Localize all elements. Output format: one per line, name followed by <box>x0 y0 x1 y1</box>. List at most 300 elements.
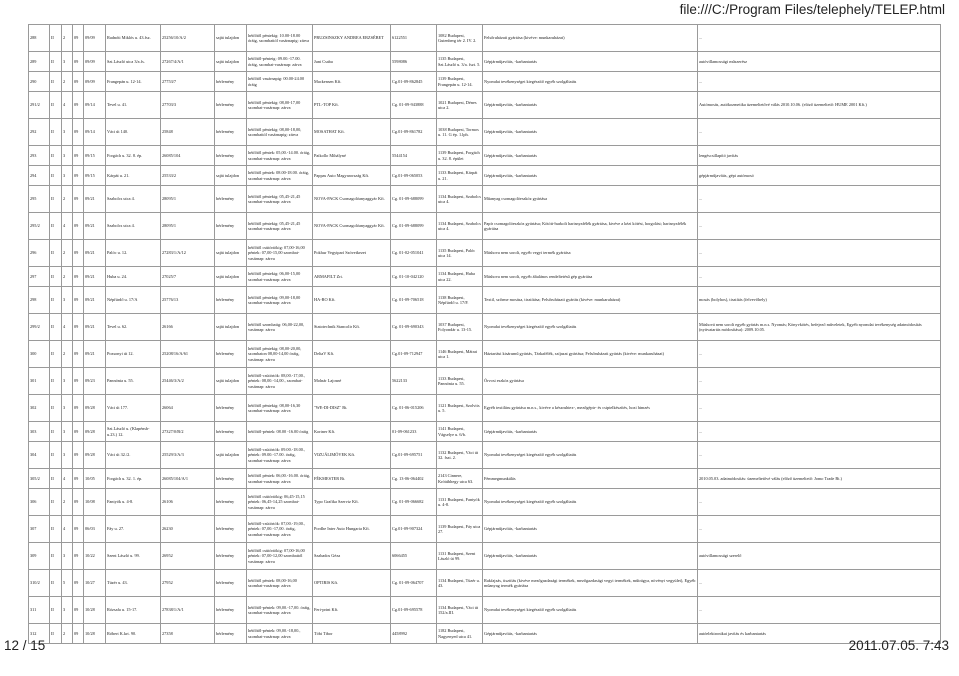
cell-operator-address: 1121 Budapest, Szolvits u. 5. <box>437 395 483 422</box>
cell-operator-address: 1134 Budapest, Szabolcs utca 4. <box>437 213 483 240</box>
cell-address: Forgách u. 32. 1. ép. <box>106 469 161 489</box>
cell-ownership: bérlemény <box>215 146 247 166</box>
cell-lot-number: 27025/7 <box>161 267 215 287</box>
cell-operator-address: 1134 Budapest, Váci út 152/a.III. <box>437 597 483 624</box>
cell-operator-name: Paikollo Mihályné <box>313 146 391 166</box>
cell-address: Szent László u. 99. <box>106 543 161 570</box>
cell-year: 09 <box>73 489 84 516</box>
cell-row-number: 305/2 <box>29 469 50 489</box>
cell-district-code: II <box>50 92 62 119</box>
cell-registration-number: Cg.01-09-695751 <box>391 442 437 469</box>
cell-registration-number: Cg.01-09-712947 <box>391 341 437 368</box>
cell-district-code: II <box>50 489 62 516</box>
cell-note: ... <box>698 25 941 52</box>
cell-opening-hours: hétfőtől-csütörtök: 08,00.-17,00., péntek: 08,00.-14,00., szombat-vasárnap: zárva <box>247 368 313 395</box>
table-row <box>29 395 941 422</box>
cell-activity: Gépjárműjavítás, -karbantartás <box>483 166 698 186</box>
cell-operator-name: MOSATHAT Kft. <box>313 119 391 146</box>
cell-address: Váci út 32./2. <box>106 442 161 469</box>
cell-note: ... <box>698 72 941 92</box>
cell-zone-code: 3 <box>62 597 73 624</box>
cell-lot-number: 26085/104 <box>161 146 215 166</box>
cell-note: ... <box>698 489 941 516</box>
cell-opening-hours: hétfőtől-péntek: 08.00 -16.00 óráig <box>247 422 313 442</box>
cell-year: 09 <box>73 570 84 597</box>
cell-activity: Máshova nem sorolt, egyéb vegyi termék gyártása <box>483 240 698 267</box>
cell-date: 09/15 <box>84 146 106 166</box>
cell-ownership: bérlemény <box>215 624 247 644</box>
cell-operator-address: 1139 Budapest, Frangepán u. 12-14. <box>437 72 483 92</box>
cell-operator-address: 1133 Budapest, Pannónia u. 55. <box>437 368 483 395</box>
cell-operator-name: NOVA-PACK Csomagolóanyaggyár Kft. <box>313 186 391 213</box>
cell-activity: Háztartási kisárumű gyártás, Tárkafélék, szíjazat gyártása; Felsőruházati gyártás (kivéve: munkaruházat) <box>483 341 698 368</box>
cell-activity: Nyomdai tevékenységet kiegészítő egyéb szolgáltatás <box>483 597 698 624</box>
cell-note: gépjárműjavítás, gépi autómosó <box>698 166 941 186</box>
cell-note: ... <box>698 267 941 287</box>
cell-row-number: 304 <box>29 442 50 469</box>
cell-zone-code: 4 <box>62 92 73 119</box>
cell-district-code: II <box>50 146 62 166</box>
cell-note: Máshová nem sorolt egyéb gyártás m.n.s. Nyomás; Könyvkötés, befejező műveletek, Egyéb nyomdai tevékenység adatmódosítás (nyitvatartás módosítása): 2009.10.05. <box>698 314 941 341</box>
cell-registration-number: Cg.01-09-695578 <box>391 597 437 624</box>
cell-district-code: II <box>50 287 62 314</box>
cell-date: 09/21 <box>84 314 106 341</box>
cell-date: 09/21 <box>84 267 106 287</box>
cell-lot-number: 27267/4/A/1 <box>161 52 215 72</box>
cell-zone-code: 4 <box>62 516 73 543</box>
cell-date: 10/28 <box>84 624 106 644</box>
cell-zone-code: 3 <box>62 543 73 570</box>
cell-note: autóvillamossági műszerész <box>698 52 941 72</box>
cell-note: ... <box>698 597 941 624</box>
cell-address: Frangepán u. 12-14. <box>106 72 161 92</box>
cell-note: lengéscsillapító javítás <box>698 146 941 166</box>
cell-year: 09 <box>73 516 84 543</box>
cell-operator-address: 1135 Budapest, Szt.László u. 3/a. fszt. 5. <box>437 52 483 72</box>
table-row <box>29 314 941 341</box>
cell-activity: Gépjárműjavítás, -karbantartás <box>483 146 698 166</box>
cell-registration-number: Cg. 01-02-051041 <box>391 240 437 267</box>
cell-ownership: bérlemény <box>215 597 247 624</box>
cell-ownership: bérlemény <box>215 213 247 240</box>
cell-date: 09/09 <box>84 52 106 72</box>
cell-operator-name: Feri-print Kft. <box>313 597 391 624</box>
cell-opening-hours: hétfőtől péntek: 08,00-16,00 szombat-vasárnap: zárva <box>247 570 313 597</box>
cell-opening-hours: hétfőtől péntekig: 08,00-20,00, szombaton 08,00-14,00 óráig, vasárnap: zárva <box>247 341 313 368</box>
cell-operator-name: Mackensen Kft. <box>313 72 391 92</box>
table-row <box>29 624 941 644</box>
cell-operator-name: Tóbi Tibor <box>313 624 391 644</box>
cell-activity: Nyomdai tevékenységet kiegészítő egyéb szolgáltatás <box>483 314 698 341</box>
table-row <box>29 422 941 442</box>
cell-ownership: bérlemény <box>215 543 247 570</box>
cell-row-number: 300 <box>29 341 50 368</box>
cell-operator-name: Statotechnik Stancolir Kft. <box>313 314 391 341</box>
cell-lot-number: 26064 <box>161 395 215 422</box>
cell-zone-code: 3 <box>62 166 73 186</box>
cell-year: 09 <box>73 368 84 395</box>
cell-row-number: 295 <box>29 186 50 213</box>
cell-note: ... <box>698 119 941 146</box>
cell-lot-number: 25208/16/A/61 <box>161 341 215 368</box>
table-row <box>29 119 941 146</box>
cell-row-number: 298 <box>29 287 50 314</box>
cell-operator-address: 1139 Budapest, Forgách u. 32. 8. épület <box>437 146 483 166</box>
cell-ownership: bérlemény <box>215 516 247 543</box>
cell-operator-name: NOVA-PACK Csomagolóanyaggyár Kft. <box>313 213 391 240</box>
cell-operator-address: 2143 Cinnere, Krótúbhegy utca 63. <box>437 469 483 489</box>
cell-zone-code: 2 <box>62 489 73 516</box>
cell-date: 09/23 <box>84 368 106 395</box>
page-number: 12 / 15 <box>4 638 46 653</box>
table-row <box>29 92 941 119</box>
cell-address: Fantyók u. 4-8. <box>106 489 161 516</box>
cell-address: Szt.László utca 3/a.fs. <box>106 52 161 72</box>
cell-district-code: II <box>50 267 62 287</box>
cell-opening-hours: hétfőtől péntekig: 09,00-18,00 szombat-vasárnap: zárva <box>247 287 313 314</box>
cell-operator-name: Pokhur Vegyiparí Szövetkezet <box>313 240 391 267</box>
cell-zone-code: 2 <box>62 186 73 213</box>
cell-registration-number: Cg. 01-09-943888 <box>391 92 437 119</box>
cell-ownership: bérlemény <box>215 489 247 516</box>
cell-address: Tevel u. 41. <box>106 92 161 119</box>
cell-ownership: saját tulajdon <box>215 52 247 72</box>
cell-registration-number: Cg. 01-09-706518 <box>391 287 437 314</box>
cell-zone-code: 2 <box>62 341 73 368</box>
cell-date: 09/09 <box>84 72 106 92</box>
cell-date: 09/28 <box>84 442 106 469</box>
cell-note: ... <box>698 516 941 543</box>
cell-registration-number: 6066455 <box>391 543 437 570</box>
cell-lot-number: 25533/2 <box>161 166 215 186</box>
cell-zone-code: 3 <box>62 52 73 72</box>
cell-zone-code: 3 <box>62 442 73 469</box>
cell-operator-name: "WE-DI-DISZ" Bt. <box>313 395 391 422</box>
cell-date: 09/21 <box>84 287 106 314</box>
cell-year: 09 <box>73 341 84 368</box>
cell-registration-number: 01-09-061233 <box>391 422 437 442</box>
table-row <box>29 341 941 368</box>
cell-year: 09 <box>73 267 84 287</box>
cell-address: Népfürdő u. 17/A <box>106 287 161 314</box>
cell-address: Rózsafa u. 15-17. <box>106 597 161 624</box>
cell-activity: Fémmegmunkálás <box>483 469 698 489</box>
cell-year: 09 <box>73 92 84 119</box>
cell-opening-hours: hétfőtől péntekig: 08,00-16,30 szombat-vasárnap: zárva <box>247 395 313 422</box>
cell-zone-code: 2 <box>62 267 73 287</box>
cell-zone-code: 4 <box>62 213 73 240</box>
cell-registration-number: 5622133 <box>391 368 437 395</box>
cell-row-number: 310/2 <box>29 570 50 597</box>
cell-lot-number: 28095/1 <box>161 213 215 240</box>
cell-ownership: bérlemény <box>215 119 247 146</box>
cell-activity: Órvosi eszköz gyártása <box>483 368 698 395</box>
cell-date: 09/21 <box>84 213 106 240</box>
cell-operator-address: 1134 Budapest, Szabolcs utca 4. <box>437 186 483 213</box>
cell-row-number: 292 <box>29 119 50 146</box>
cell-operator-name: DeltaV Kft. <box>313 341 391 368</box>
table-row <box>29 72 941 92</box>
cell-opening-hours: hétfőtől csütörtökig: 07,00-16,00 péntek: 07,00-15,00 szombat-vasárnap: zárva <box>247 240 313 267</box>
cell-lot-number: 26952 <box>161 543 215 570</box>
cell-note: Autómosás, autókozmetika üzemeltetővé válás 2010.10.06. (elöző üzemeltető: HUME 2001 Kft.) <box>698 92 941 119</box>
cell-operator-address: 1134 Budapest, Huba utca 22. <box>437 267 483 287</box>
cell-zone-code: 3 <box>62 395 73 422</box>
cell-year: 09 <box>73 543 84 570</box>
cell-note: ... <box>698 240 941 267</box>
table-row <box>29 516 941 543</box>
cell-activity: Felsőruházati gyártása (kivéve: munkaruházat) <box>483 25 698 52</box>
cell-year: 09 <box>73 166 84 186</box>
cell-ownership: saját tulajdon <box>215 314 247 341</box>
cell-operator-name: PTL-TOP Kft. <box>313 92 391 119</box>
cell-year: 09 <box>73 395 84 422</box>
cell-activity: Gépjárműjavítás, -karbantartás <box>483 624 698 644</box>
cell-opening-hours: hétfőtől péntekig: 06,00-15,00 szombat-vasárnap: zárva <box>247 267 313 287</box>
cell-zone-code: 3 <box>62 287 73 314</box>
cell-year: 09 <box>73 597 84 624</box>
cell-year: 09 <box>73 72 84 92</box>
cell-date: 10/05 <box>84 469 106 489</box>
cell-year: 09 <box>73 314 84 341</box>
cell-row-number: 312 <box>29 624 50 644</box>
cell-registration-number: Cg.01-09-907324 <box>391 516 437 543</box>
cell-date: 06/03 <box>84 516 106 543</box>
cell-address: Pozsonyi út 12. <box>106 341 161 368</box>
cell-district-code: II <box>50 422 62 442</box>
cell-registration-number: Cg. 01-09-066682 <box>391 489 437 516</box>
cell-row-number: 288 <box>29 25 50 52</box>
cell-date: 10/27 <box>84 570 106 597</box>
cell-registration-number: Cg. 01-09-688099 <box>391 213 437 240</box>
table-row <box>29 52 941 72</box>
cell-lot-number: 27952 <box>161 570 215 597</box>
cell-lot-number: 27703/3 <box>161 92 215 119</box>
cell-operator-name: Pappas Auto Magyarország Kft. <box>313 166 391 186</box>
cell-ownership: bérlemény <box>215 186 247 213</box>
cell-activity: Gépjárműjavítás, -karbantartás <box>483 516 698 543</box>
cell-registration-number: Cg.01-09-861782 <box>391 119 437 146</box>
cell-district-code: II <box>50 213 62 240</box>
cell-lot-number: 25776/13 <box>161 287 215 314</box>
cell-opening-hours: hétfőtől péntekig: 08,00-18,00, szombattól vasárnapig: zárva <box>247 119 313 146</box>
cell-zone-code: 2 <box>62 72 73 92</box>
table-row <box>29 469 941 489</box>
cell-note: ... <box>698 570 941 597</box>
cell-operator-address: 1182 Budapest, Nagyenyed utca 41. <box>437 624 483 644</box>
cell-district-code: II <box>50 597 62 624</box>
table-row <box>29 442 941 469</box>
cell-operator-address: 1082 Budapest, Gutenberg tér 2. IV. 2. <box>437 25 483 52</box>
cell-operator-name: FÉKMESTER Bt. <box>313 469 391 489</box>
cell-lot-number: 25256/10/A/2 <box>161 25 215 52</box>
cell-opening-hours: hétfőtől péntekig: 10.00-18.00 óráig, szombattól vasárnapig: zárva <box>247 25 313 52</box>
cell-district-code: II <box>50 570 62 597</box>
cell-lot-number: 26230 <box>161 516 215 543</box>
cell-district-code: II <box>50 52 62 72</box>
cell-opening-hours: hétfőtől péntek: 06,00.-16.00. óráig, szombat-vasárnap: zárva <box>247 469 313 489</box>
cell-activity: Textil, szőrme mosása, tisztítása; Felsőruházati gyártás (kivéve: munkaruházat) <box>483 287 698 314</box>
cell-ownership: bérlemény <box>215 287 247 314</box>
cell-lot-number: 26085/104/A/1 <box>161 469 215 489</box>
cell-district-code: II <box>50 516 62 543</box>
cell-date: 09/21 <box>84 341 106 368</box>
cell-lot-number: 25848 <box>161 119 215 146</box>
cell-note: autóelektronikai javítás és karbantartás <box>698 624 941 644</box>
cell-operator-name: Typo Grafika Szerviz Kft. <box>313 489 391 516</box>
cell-row-number: 307 <box>29 516 50 543</box>
cell-district-code: II <box>50 119 62 146</box>
cell-lot-number: 25446/3/A/2 <box>161 368 215 395</box>
cell-district-code: II <box>50 240 62 267</box>
cell-activity: Gépjárműjavítás, -karbantartás <box>483 52 698 72</box>
cell-note: ... <box>698 442 941 469</box>
cell-activity: Gépjárműjavítás, -karbantartás <box>483 543 698 570</box>
cell-lot-number: 27358 <box>161 624 215 644</box>
cell-row-number: 301 <box>29 368 50 395</box>
cell-district-code: II <box>50 72 62 92</box>
cell-year: 09 <box>73 624 84 644</box>
cell-operator-name: OPTIRIS Kft. <box>313 570 391 597</box>
cell-registration-number: Cg. 01-09-064707 <box>391 570 437 597</box>
cell-operator-address: 1038 Budapest, Tormos u. 11. G ép. 1.lph. <box>437 119 483 146</box>
cell-zone-code: 3 <box>62 368 73 395</box>
cell-ownership: saját tulajdon <box>215 25 247 52</box>
cell-note: ... <box>698 422 941 442</box>
table-row <box>29 186 941 213</box>
cell-activity: Gépjárműjavítás, -karbantartás <box>483 92 698 119</box>
cell-address: Szabolcs utca 4. <box>106 186 161 213</box>
cell-district-code: II <box>50 469 62 489</box>
cell-year: 09 <box>73 25 84 52</box>
cell-opening-hours: hétfőtől-csütörtök: 07,00.-19,00., péntek: 07,00.-17,00. óráig, szombat-vasárnap: zárva <box>247 516 313 543</box>
cell-opening-hours: hétfőtől-pénteig: 09.00.-17.00. óráig, szombat-vasárnap: zárva <box>247 52 313 72</box>
cell-address: Szt.László u. (Klapénsb-u.23.) 12. <box>106 422 161 442</box>
cell-ownership: bérlemény <box>215 92 247 119</box>
cell-date: 09/28 <box>84 395 106 422</box>
cell-zone-code: 3 <box>62 146 73 166</box>
cell-ownership: bérlemény <box>215 570 247 597</box>
cell-registration-number: 5598086 <box>391 52 437 72</box>
cell-activity: Nyomdai tevékenységet kiegészítő egyéb szolgáltatás <box>483 489 698 516</box>
table-row <box>29 489 941 516</box>
cell-registration-number: Cg. 01-09-690343 <box>391 314 437 341</box>
cell-activity: Gépjárműjavítás, -karbantartás <box>483 119 698 146</box>
cell-year: 09 <box>73 186 84 213</box>
cell-registration-number: 6122551 <box>391 25 437 52</box>
cell-operator-address: 1037 Budapest, Folyondár u. 13-15. <box>437 314 483 341</box>
cell-date: 09/21 <box>84 186 106 213</box>
cell-row-number: 295/2 <box>29 213 50 240</box>
cell-note: ... <box>698 368 941 395</box>
cell-year: 09 <box>73 52 84 72</box>
cell-address: Huba u. 24. <box>106 267 161 287</box>
cell-district-code: II <box>50 624 62 644</box>
cell-address: Váci út 177. <box>106 395 161 422</box>
cell-zone-code: 2 <box>62 240 73 267</box>
cell-row-number: 296 <box>29 240 50 267</box>
cell-zone-code: 4 <box>62 469 73 489</box>
cell-lot-number: 27327/0/B/2 <box>161 422 215 442</box>
cell-note: 2010.05.03. adatmódosítás: üzemeltetővé válás (előző üzemeltető: Jomo Trade Bt.) <box>698 469 941 489</box>
cell-ownership: saját tulajdon <box>215 442 247 469</box>
business-registry-table <box>28 24 940 644</box>
cell-note: autóvillamossági szerelő <box>698 543 941 570</box>
cell-district-code: II <box>50 341 62 368</box>
cell-row-number: 291/2 <box>29 92 50 119</box>
table-row <box>29 240 941 267</box>
cell-year: 09 <box>73 422 84 442</box>
cell-operator-name: Szabados Géza <box>313 543 391 570</box>
cell-date: 10/08 <box>84 489 106 516</box>
cell-opening-hours: hétfőtől péntekig: 05,45-21,45 szombat-vasárnap: zárva <box>247 186 313 213</box>
cell-operator-name: Molnár Lajosné <box>313 368 391 395</box>
cell-ownership: bérlemény <box>215 395 247 422</box>
cell-address: Radnóti Miklós u. 43.fsz. <box>106 25 161 52</box>
cell-district-code: II <box>50 543 62 570</box>
cell-lot-number: 27753/7 <box>161 72 215 92</box>
cell-address: Váci út 140. <box>106 119 161 146</box>
cell-row-number: 311 <box>29 597 50 624</box>
cell-address: Pannónia u. 55. <box>106 368 161 395</box>
cell-date: 10/22 <box>84 543 106 570</box>
cell-row-number: 294 <box>29 166 50 186</box>
cell-operator-name: PRUZSINSZKY ANDREA ERZSÉBET <box>313 25 391 52</box>
cell-registration-number: Cg. 01-06-015206 <box>391 395 437 422</box>
cell-operator-name: VIZUÁLIMÓVEK Kft. <box>313 442 391 469</box>
cell-opening-hours: hétfőtől-péntek: 09,00.-18,00., szombat-vasárnap: zárva <box>247 624 313 644</box>
table-row <box>29 166 941 186</box>
cell-row-number: 299/2 <box>29 314 50 341</box>
cell-opening-hours: hétfőtől szombatig: 06,00-22,00, vasárnap: zárva <box>247 314 313 341</box>
cell-opening-hours: hétfőtől-csütörtök: 09.00.-18.00., péntek: 09.00.-17.00. óráig, szombat-vasárnap: zárva <box>247 442 313 469</box>
cell-date: 09/14 <box>84 92 106 119</box>
cell-ownership: saját tulajdon <box>215 267 247 287</box>
cell-year: 09 <box>73 240 84 267</box>
cell-operator-name: ARMAFILT Zrt. <box>313 267 391 287</box>
cell-opening-hours: hétfőtől vasárnapig: 00.00-24.00 óráig <box>247 72 313 92</box>
cell-ownership: bérlemény <box>215 341 247 368</box>
cell-ownership: bérlemény <box>215 469 247 489</box>
cell-row-number: 293 <box>29 146 50 166</box>
cell-operator-address: 1139 Budapest, Fáy utca 27. <box>437 516 483 543</box>
cell-row-number: 297 <box>29 267 50 287</box>
cell-year: 09 <box>73 146 84 166</box>
cell-year: 09 <box>73 287 84 314</box>
cell-zone-code: 5 <box>62 570 73 597</box>
file-path-header: file:///C:/Program Files/telephely/TELEP.html <box>679 2 945 17</box>
table-row <box>29 368 941 395</box>
cell-address: Róbert K.krt. 90. <box>106 624 161 644</box>
cell-year: 09 <box>73 469 84 489</box>
cell-operator-address: 1138 Budapest, Népfürdő u. 17/F. <box>437 287 483 314</box>
cell-address: Tevel u. 62. <box>106 314 161 341</box>
cell-activity: Nyomdai tevékenységet kiegészítő egyéb szolgáltatás <box>483 442 698 469</box>
cell-address: Forgách u. 32. 8. ép. <box>106 146 161 166</box>
table-row <box>29 146 941 166</box>
cell-note: mosás (bolyhos), tisztítás (felvevőhely) <box>698 287 941 314</box>
cell-opening-hours: hétfőtől péntek: 05,00.-14.00. óráig, szombat-vasárnap: zárva <box>247 146 313 166</box>
cell-opening-hours: hétfőtől csütörtökig: 06,45-15,15 péntek: 06,45-14,25 szombat-vasárnap: zárva <box>247 489 313 516</box>
cell-address: Kárpát u. 21. <box>106 166 161 186</box>
cell-operator-name: Juni Csaba <box>313 52 391 72</box>
cell-address: Fáy u. 27. <box>106 516 161 543</box>
cell-year: 09 <box>73 213 84 240</box>
cell-operator-name: Kortner Kft. <box>313 422 391 442</box>
cell-lot-number: 28095/1 <box>161 186 215 213</box>
cell-note: ... <box>698 395 941 422</box>
cell-activity: Máshova nem sorolt, egyéb általános rendeltetésű gép gyártása <box>483 267 698 287</box>
